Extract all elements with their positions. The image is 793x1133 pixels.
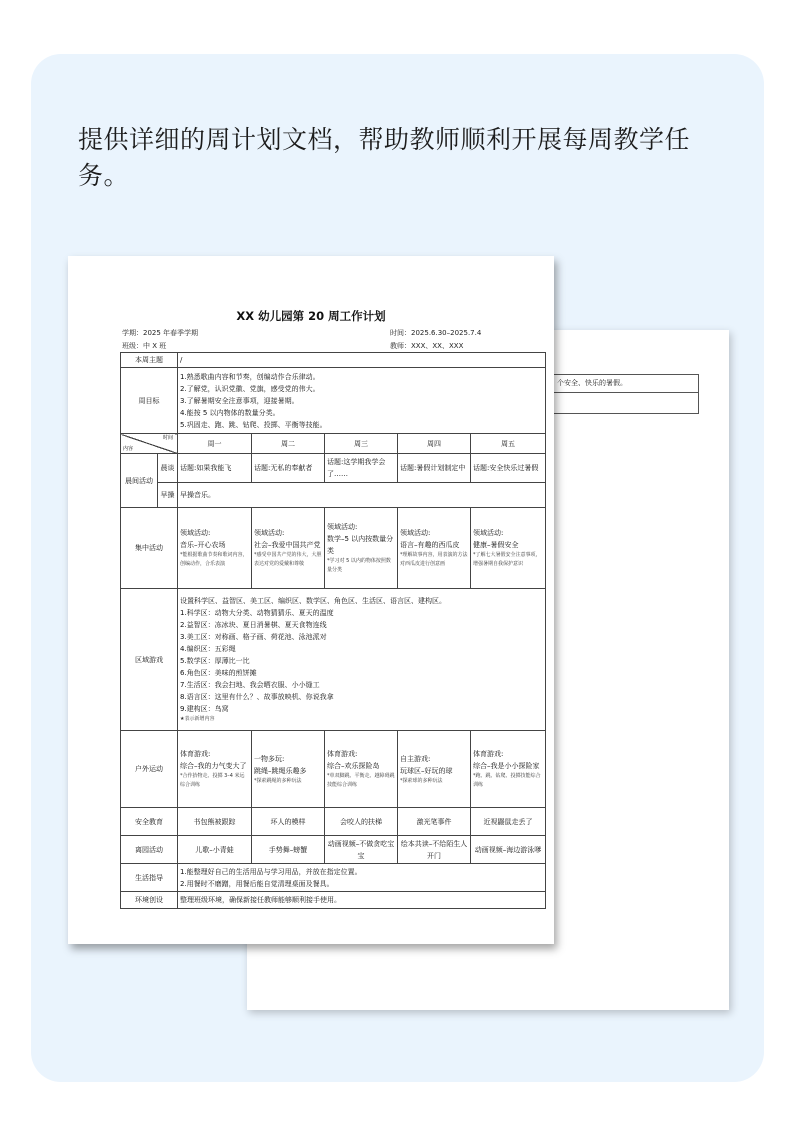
activity-name: 音乐–开心农场 (180, 541, 226, 549)
morning-talk-cell: 话题:无私的奉献者 (252, 454, 325, 483)
morning-talk-cell: 话题:这学期我学会了…… (325, 454, 398, 483)
leaving-cell: 儿歌–小青蛙 (178, 836, 252, 864)
area-game-label: 区域游戏 (121, 589, 178, 731)
document-page (68, 256, 554, 944)
activity-note: *了解七大暑假安全注意事项，增强暑期自我保护意识 (473, 552, 541, 567)
area-item: 4.编织区：五彩绳 (180, 645, 236, 653)
group-activity-cell (178, 508, 252, 589)
morning-talk-row (121, 454, 546, 483)
outdoor-type: 体育游戏: (327, 750, 358, 758)
area-item: 8.语言区：这里有什么？、故事放映机、你说我拿 (180, 693, 334, 701)
area-item: 9.建构区：鸟窝 (180, 705, 229, 713)
outdoor-cell (178, 731, 252, 808)
safety-row (121, 808, 546, 836)
goals-row (121, 368, 546, 434)
environment-row (121, 892, 546, 909)
activity-note: *理解故事内容，用表演的方法对西瓜皮进行创意画 (400, 552, 468, 567)
day-header: 周二 (252, 434, 325, 454)
life-label: 生活指导 (121, 864, 178, 892)
day-header: 周三 (325, 434, 398, 454)
headline: 提供详细的周计划文档，帮助教师顺利开展每周教学任务。 (78, 125, 691, 190)
activity-name: 数学–5 以内按数量分类 (327, 535, 394, 555)
leaving-label: 离园活动 (121, 836, 178, 864)
corner-cell (121, 434, 178, 454)
activity-domain: 领域活动: (473, 529, 504, 537)
leaving-cell: 绘本共读–不给陌生人开门 (398, 836, 471, 864)
activity-domain: 领域活动: (400, 529, 431, 537)
theme-row (121, 353, 546, 368)
group-activity-cell (325, 508, 398, 589)
safety-cell: 激光笔事件 (398, 808, 471, 836)
morning-talk-label: 晨谈 (158, 454, 178, 483)
activity-domain: 领域活动: (327, 523, 358, 531)
class-name: 班级：中 X 班 (122, 342, 167, 350)
theme-label: 本周主题 (121, 353, 178, 368)
area-item: 1.科学区：动物大分类、动物猜猜乐、夏天的温度 (180, 609, 334, 617)
morning-exercise-label: 早操 (158, 483, 178, 508)
area-item: 2.益智区：冻冰块、夏日消暑棋、夏天食物连线 (180, 621, 327, 629)
safety-cell: 会咬人的扶梯 (325, 808, 398, 836)
back-page-table (553, 374, 699, 414)
outdoor-note: *跑、跳、钻爬、投掷技能综合训练 (473, 773, 541, 788)
activity-note: *学习对 5 以内的物体按照数量分类 (327, 558, 391, 573)
day-header: 周五 (471, 434, 546, 454)
activity-domain: 领域活动: (254, 529, 285, 537)
morning-exercise-row (121, 483, 546, 508)
group-activity-cell (252, 508, 325, 589)
area-item: 设置科学区、益智区、美工区、编织区、数学区、角色区、生活区、语言区、建构区。 (180, 597, 446, 605)
morning-exercise-value: 早操音乐。 (178, 483, 546, 508)
outdoor-type: 体育游戏: (473, 750, 504, 758)
outdoor-note: *合作抬物走、投掷 3–4 米远综合训练 (180, 773, 245, 788)
goals-list (178, 368, 546, 434)
area-game-list (178, 589, 546, 731)
safety-cell: 书包熊被跟踪 (178, 808, 252, 836)
outdoor-row (121, 731, 546, 808)
group-activity-cell (471, 508, 546, 589)
leaving-cell: 动画视频–不做贪吃宝宝 (325, 836, 398, 864)
area-item: 7.生活区：我会扫地、我会晒衣服、小小缝工 (180, 681, 320, 689)
outdoor-name: 玩球区–好玩的球 (400, 766, 453, 775)
goal-item: 1.熟悉歌曲内容和节奏，创编动作合乐律动。 (180, 372, 320, 381)
outdoor-note: *探索跳绳的多种玩法 (254, 777, 302, 784)
outdoor-cell (471, 731, 546, 808)
activity-name: 健康–暑假安全 (473, 541, 519, 549)
goals-label: 周目标 (121, 368, 178, 434)
outdoor-name: 综合–我的力气变大了 (180, 762, 247, 770)
life-item: 1.能整理好自己的生活用品与学习用品，并放在指定位置。 (180, 867, 362, 876)
corner-content-label: 内容 (123, 446, 134, 452)
goal-item: 5.巩固走、跑、跳、钻爬、投掷、平衡等技能。 (180, 420, 327, 429)
outdoor-name: 综合–欢乐探险岛 (327, 762, 380, 770)
life-item: 2.用餐时不磨蹭，用餐后能自觉清理桌面及餐具。 (180, 879, 334, 888)
morning-label: 晨间活动 (121, 454, 158, 508)
environment-value: 整理班级环境，确保新接任教师能够顺利接手使用。 (178, 892, 546, 909)
outdoor-cell (252, 731, 325, 808)
morning-talk-cell: 话题:安全快乐过暑假 (471, 454, 546, 483)
goal-item: 3.了解暑期安全注意事项，迎接暑期。 (180, 396, 299, 405)
leaving-row (121, 836, 546, 864)
outdoor-cell (398, 731, 471, 808)
area-item: 5.数学区：厚薄比一比 (180, 657, 250, 665)
life-list (178, 864, 546, 892)
day-header: 周一 (178, 434, 252, 454)
activity-domain: 领域活动: (180, 529, 211, 537)
morning-talk-cell: 话题:如果我能飞 (178, 454, 252, 483)
outdoor-type: 自主游戏: (400, 754, 431, 763)
day-header: 周四 (398, 434, 471, 454)
outdoor-name: 跳绳–跳绳乐趣多 (254, 766, 307, 775)
group-activity-label: 集中活动 (121, 508, 178, 589)
life-row (121, 864, 546, 892)
area-item: 6.角色区：美味的煎饼摊 (180, 669, 257, 677)
leaving-cell: 动画视频–海边游泳嗲 (471, 836, 546, 864)
activity-name: 语言–有趣的西瓜皮 (400, 541, 460, 549)
outdoor-type: 体育游戏: (180, 750, 211, 758)
teachers: 教师：XXX、XX、XXX (390, 342, 464, 350)
back-page-text: 个安全、快乐的暑假。 (554, 375, 698, 393)
group-activity-cell (398, 508, 471, 589)
area-game-row (121, 589, 546, 731)
corner-time-label: 时间 (162, 435, 173, 441)
day-header-row (121, 434, 546, 454)
group-activity-row (121, 508, 546, 589)
leaving-cell: 手势舞–螃蟹 (252, 836, 325, 864)
area-note: ★表示新增内容 (180, 716, 215, 722)
safety-label: 安全教育 (121, 808, 178, 836)
semester: 学期：2025 年春季学期 (122, 329, 199, 337)
outdoor-name: 综合–我是小小探险家 (473, 762, 540, 770)
goal-item: 2.了解党，认识党徽、党旗，感受党的伟大。 (180, 384, 320, 393)
activity-note: *能根据歌曲节奏和歌词内容，创编动作，合乐表演 (180, 552, 248, 567)
activity-note: *感受中国共产党的伟大，大胆表达对党的爱戴和尊敬 (254, 552, 322, 567)
outdoor-label: 户外运动 (121, 731, 178, 808)
area-item: 3.美工区：对称画、格子画、荷花池、泳池派对 (180, 633, 327, 641)
time-range: 时间：2025.6.30–2025.7.4 (390, 329, 482, 337)
document-title: XX 幼儿园第 20 周工作计划 (236, 309, 386, 323)
theme-value: / (178, 353, 546, 368)
goal-item: 4.能按 5 以内物体的数量分类。 (180, 408, 280, 417)
environment-label: 环境创设 (121, 892, 178, 909)
outdoor-note: *探索球的多种玩法 (400, 777, 443, 784)
outdoor-type: 一物多玩: (254, 754, 285, 763)
activity-name: 社会–我爱中国共产党 (254, 541, 321, 549)
outdoor-cell (325, 731, 398, 808)
safety-cell: 坏人的模样 (252, 808, 325, 836)
outdoor-note: *单双脚跳、平衡走、越障碍跳技能综合训练 (327, 773, 395, 788)
safety-cell: 近视鼹鼠走丢了 (471, 808, 546, 836)
weekly-plan-table (120, 352, 546, 909)
morning-talk-cell: 话题:暑假计划制定中 (398, 454, 471, 483)
